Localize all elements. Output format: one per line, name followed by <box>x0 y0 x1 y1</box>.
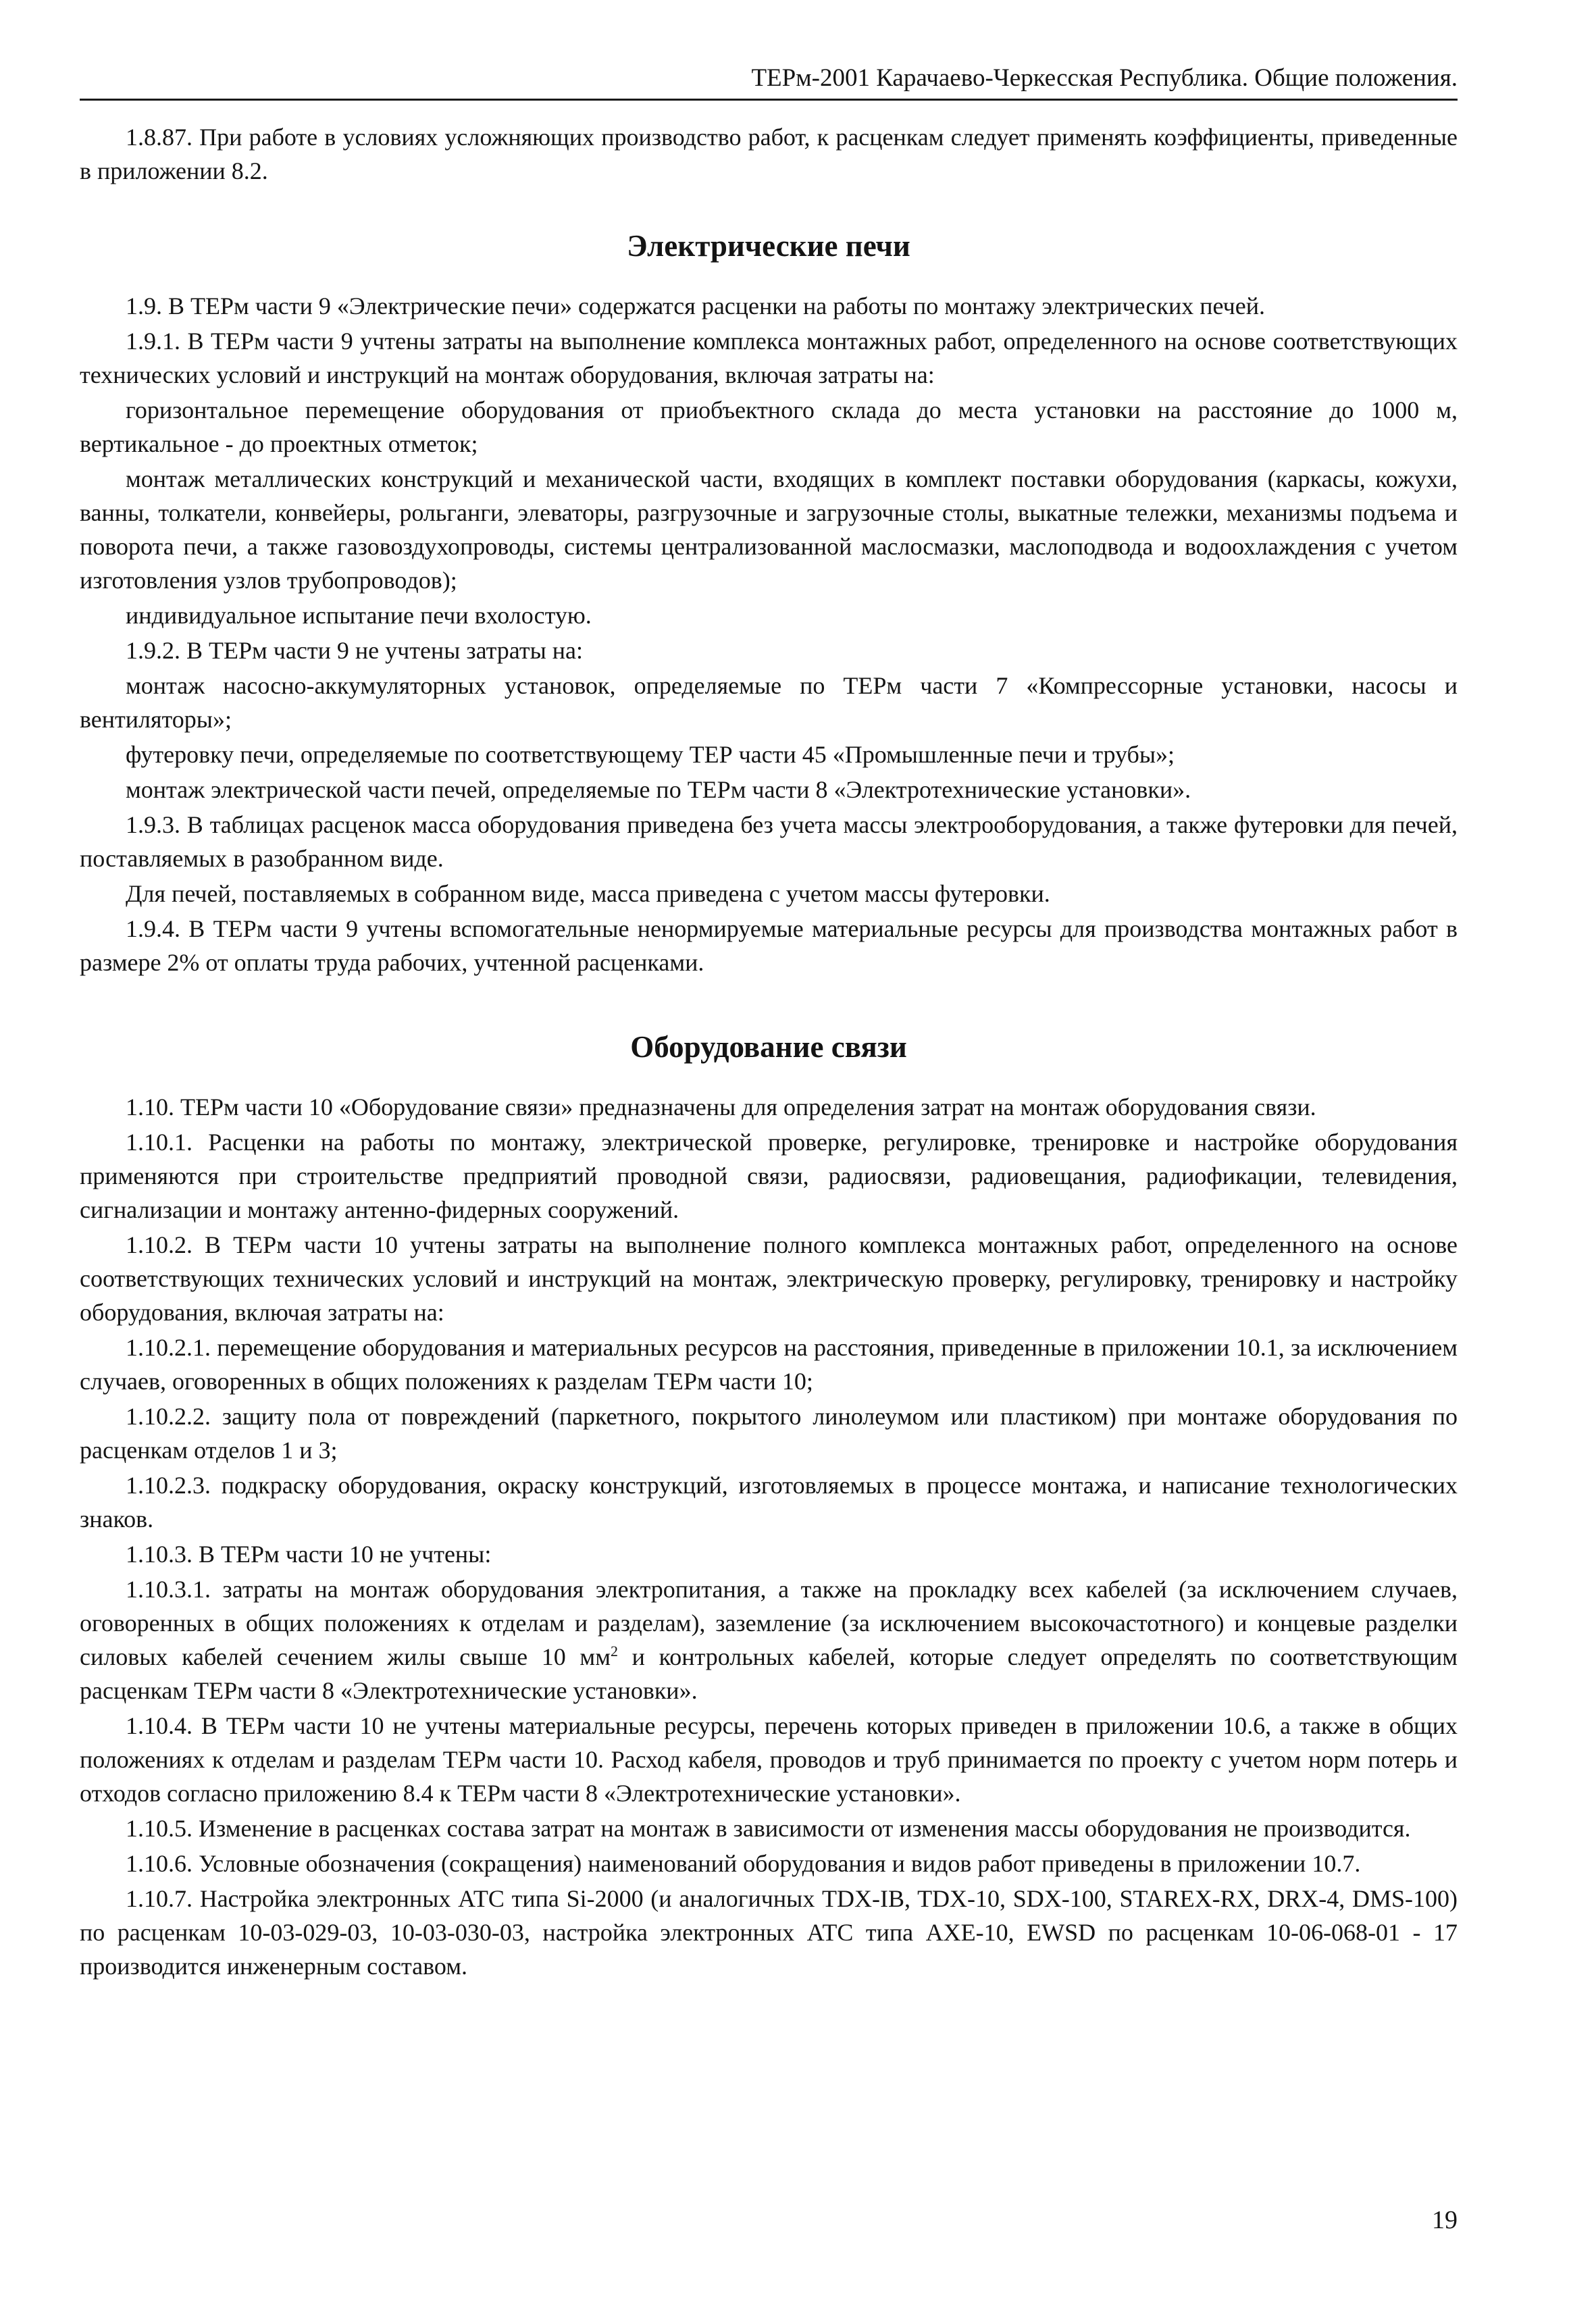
paragraph: монтаж электрической части печей, определяемые по ТЕРм части 8 «Электротехнические установки». <box>126 776 1191 803</box>
paragraph: 1.9.1. В ТЕРм части 9 учтены затраты на выполнение комплекса монтажных работ, определенного на основе соответствующих технических условий и инструкций на монтаж оборудования, включая затраты на: <box>80 328 1458 388</box>
paragraph: 1.10.5. Изменение в расценках состава затрат на монтаж в зависимости от изменения массы оборудования не производится. <box>126 1815 1411 1842</box>
superscript: 2 <box>610 1643 618 1660</box>
paragraph: 1.10.2.1. перемещение оборудования и материальных ресурсов на расстояния, приведенные в приложении 10.1, за исключением случаев, оговоренных в общих положениях к разделам ТЕРм части 10; <box>80 1334 1458 1395</box>
paragraph: 1.10.3. В ТЕРм части 10 не учтены: <box>126 1541 492 1568</box>
paragraph: 1.10.2.2. защиту пола от повреждений (паркетного, покрытого линолеумом или пластиком) при монтаже оборудования по расценкам отделов 1 и 3; <box>80 1403 1458 1464</box>
paragraph: 1.10.2. В ТЕРм части 10 учтены затраты на выполнение полного комплекса монтажных работ, определенного на основе соответствующих технических условий и инструкций на монтаж, электрическую проверку, регулировку, тренировку и настройку оборудования, включая затраты на: <box>80 1231 1458 1326</box>
paragraph: 1.10.1. Расценки на работы по монтажу, электрической проверке, регулировке, тренировке и настройке оборудования применяются при строительстве предприятий проводной связи, радиосвязи, радиовещания, радиофикации, телевидения, сигнализации и монтажу антенно-фидерных сооружений. <box>80 1129 1458 1223</box>
paragraph-1-8-87: 1.8.87. При работе в условиях усложняющих производство работ, к расценкам следует применять коэффициенты, приведенные в приложении 8.2. <box>80 124 1458 184</box>
paragraph: горизонтальное перемещение оборудования от приобъектного склада до места установки на расстояние до 1000 м, вертикальное - до проектных отметок; <box>80 396 1458 457</box>
running-header: ТЕРм-2001 Карачаево-Черкесская Республика. Общие положения. <box>751 64 1458 92</box>
paragraph: 1.9.2. В ТЕРм части 9 не учтены затраты на: <box>126 637 584 664</box>
paragraph: 1.9. В ТЕРм части 9 «Электрические печи» содержатся расценки на работы по монтажу электрических печей. <box>126 292 1265 319</box>
paragraph: 1.10.6. Условные обозначения (сокращения) наименований оборудования и видов работ приведены в приложении 10.7. <box>126 1850 1361 1877</box>
page-body <box>80 120 1458 1984</box>
paragraph: монтаж металлических конструкций и механической части, входящих в комплект поставки оборудования (каркасы, кожухи, ванны, толкатели, конвейеры, рольганги, элеваторы, разгрузочные и загрузочные столы, выкатные тележки, механизмы подъема и поворота печи, а также газовоздухопроводы, системы централизованной маслосмазки, маслоподвода и водоохлаждения с учетом изготовления узлов трубопроводов); <box>80 465 1458 594</box>
paragraph: футеровку печи, определяемые по соответствующему ТЕР части 45 «Промышленные печи и трубы»; <box>126 741 1175 768</box>
paragraph: 1.9.3. В таблицах расценок масса оборудования приведена без учета массы электрооборудования, а также футеровки для печей, поставляемых в разобранном виде. <box>80 811 1458 872</box>
section-heading-electric-furnaces: Электрические печи <box>627 229 910 263</box>
paragraph: 1.9.4. В ТЕРм части 9 учтены вспомогательные ненормируемые материальные ресурсы для производства монтажных работ в размере 2% от оплаты труда рабочих, учтенной расценками. <box>80 915 1458 976</box>
paragraph: монтаж насосно-аккумуляторных установок, определяемые по ТЕРм части 7 «Компрессорные установки, насосы и вентиляторы»; <box>80 672 1458 733</box>
paragraph: 1.10.4. В ТЕРм части 10 не учтены материальные ресурсы, перечень которых приведен в приложении 10.6, а также в общих положениях к отделам и разделам ТЕРм части 10. Расход кабеля, проводов и труб принимается по проекту с учетом норм потерь и отходов согласно приложению 8.4 к ТЕРм части 8 «Электротехнические установки». <box>80 1712 1458 1807</box>
paragraph: 1.10.2.3. подкраску оборудования, окраску конструкций, изготовляемых в процессе монтажа, и написание технологических знаков. <box>80 1472 1458 1533</box>
paragraph: Для печей, поставляемых в собранном виде, масса приведена с учетом массы футеровки. <box>126 880 1050 907</box>
paragraph: 1.10. ТЕРм части 10 «Оборудование связи» предназначены для определения затрат на монтаж оборудования связи. <box>126 1094 1316 1121</box>
paragraph-text: и контрольных кабелей, которые следует определять по соответствующим расценкам ТЕРм части 8 «Электротехнические установки». <box>80 1643 1458 1704</box>
section-heading-communication-equipment: Оборудование связи <box>630 1030 907 1064</box>
page-number: 19 <box>1432 2206 1458 2234</box>
paragraph: индивидуальное испытание печи вхолостую. <box>126 602 592 629</box>
paragraph-text: 1.10.3.1. затраты на монтаж оборудования электропитания, а также на прокладку всех кабелей (за исключением случаев, оговоренных в общих положениях к отделам и разделам), заземление (за исключением высокочастотного) и концевые разделки силовых кабелей сечением жилы свыше 10 мм <box>80 1576 1458 1670</box>
header-rule <box>80 99 1458 101</box>
paragraph-1-10-3-1 <box>80 1572 1458 1707</box>
paragraph: 1.10.7. Настройка электронных АТС типа Si-2000 (и аналогичных TDX-IB, TDX-10, SDX-100, STAREX-RX, DRX-4, DMS-100) по расценкам 10-03-029-03, 10-03-030-03, настройка электронных АТС типа AXE-10, EWSD по расценкам 10-06-068-01 - 17 производится инженерным составом. <box>80 1885 1458 1980</box>
